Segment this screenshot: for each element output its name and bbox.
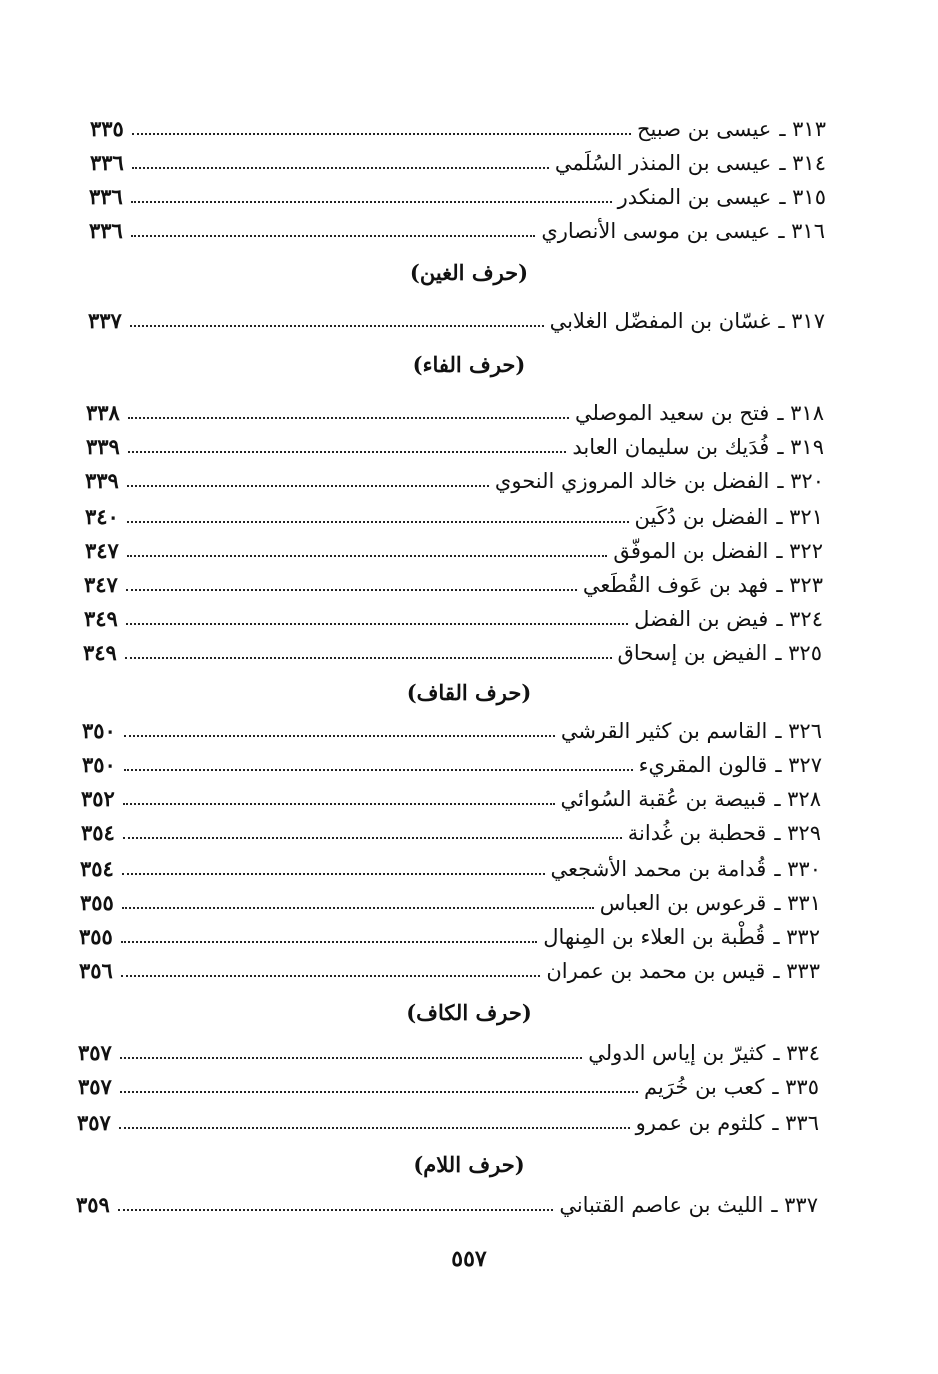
entry-name: غسّان بن المفضّل الغلابي: [549, 309, 771, 333]
entry-page-number: ٣٥٧: [78, 1074, 112, 1099]
page-number: ٥٥٧: [451, 1246, 487, 1272]
entry-number: ٣٢٥ ـ: [775, 641, 822, 665]
index-entry: [82, 712, 822, 746]
index-entry: [85, 532, 823, 566]
index-entry: [85, 498, 823, 532]
leader-dots: [126, 589, 577, 591]
entry-page-number: ٣٥٤: [81, 820, 115, 845]
index-entry: [81, 814, 821, 848]
entry-name: عيسى بن المنذر السُلَمي: [554, 151, 772, 175]
leader-dots: [128, 417, 569, 419]
entry-name: قحطبة بن غُدانة: [627, 821, 767, 845]
entry-page-number: ٣٥٥: [80, 890, 114, 915]
entry-number: ٣٢٢ ـ: [776, 539, 823, 563]
entry-number: ٣٢٨ ـ: [774, 787, 821, 811]
letter-heading: (حرف اللام): [413, 1152, 525, 1177]
entry-page-number: ٣٥٧: [78, 1040, 112, 1065]
entry-page-number: ٣٤٠: [85, 504, 119, 529]
index-entry: [89, 178, 826, 212]
leader-dots: [126, 623, 628, 625]
entry-name: قُطْبة بن العلاء بن المِنهال: [543, 925, 766, 949]
entry-name: قبيصة بن عُقبة السُوائي: [560, 787, 767, 811]
entry-name: عيسى بن موسى الأنصاري: [541, 219, 771, 243]
entry-page-number: ٣٥٩: [76, 1192, 110, 1217]
entry-number: ٣١٦ ـ: [778, 219, 825, 243]
leader-dots: [122, 907, 594, 909]
leader-dots: [119, 1127, 630, 1129]
index-entry: [86, 394, 824, 428]
entry-page-number: ٣٥٦: [79, 958, 113, 983]
entry-page-number: ٣٥٠: [82, 718, 116, 743]
entry-page-number: ٣٣٥: [90, 116, 124, 141]
entry-name: فتح بن سعيد الموصلي: [574, 401, 770, 425]
letter-heading: (حرف الفاء): [412, 352, 526, 377]
entry-name: كلثوم بن عمرو: [635, 1111, 765, 1135]
entry-name: الفضل بن دُكَين: [634, 505, 769, 529]
index-entry: [82, 746, 822, 780]
entry-number: ٣٣٢ ـ: [773, 925, 820, 949]
entry-number: ٣١٤ ـ: [779, 151, 826, 175]
letter-heading: (حرف الكاف): [406, 1000, 532, 1025]
entry-name: عيسى بن صبيح: [636, 117, 772, 141]
entry-name: الفيض بن إسحاق: [617, 641, 768, 665]
entry-name: فهد بن عَوف القُطَعي: [582, 573, 769, 597]
leader-dots: [120, 1091, 638, 1093]
entry-number: ٣١٣ ـ: [779, 117, 826, 141]
entry-name: كثيرّ بن إياس الدولي: [588, 1041, 766, 1065]
entry-page-number: ٣٤٧: [84, 572, 118, 597]
entry-page-number: ٣٤٩: [83, 640, 117, 665]
entry-number: ٣١٧ ـ: [778, 309, 825, 333]
entry-page-number: ٣٣٦: [90, 150, 124, 175]
leader-dots: [127, 521, 629, 523]
leader-dots: [125, 657, 612, 659]
entry-number: ٣٣٣ ـ: [773, 959, 820, 983]
leader-dots: [124, 769, 633, 771]
leader-dots: [121, 975, 540, 977]
index-entry: [88, 302, 825, 336]
index-entry: [90, 144, 826, 178]
leader-dots: [128, 451, 567, 453]
leader-dots: [121, 941, 537, 943]
index-entry: [85, 462, 824, 496]
entry-name: قُدامة بن محمد الأشجعي: [550, 857, 767, 881]
entry-number: ٣٢١ ـ: [776, 505, 823, 529]
entry-page-number: ٣٥٤: [80, 856, 114, 881]
entry-name: عيسى بن المنكدر: [617, 185, 772, 209]
entry-page-number: ٣٥٥: [79, 924, 113, 949]
entry-number: ٣٢٧ ـ: [775, 753, 822, 777]
entry-number: ٣٢٩ ـ: [774, 821, 821, 845]
entry-name: قالون المقريء: [638, 753, 768, 777]
index-entry: [84, 566, 823, 600]
leader-dots: [118, 1209, 553, 1211]
index-entry: [80, 884, 821, 918]
leader-dots: [123, 803, 555, 805]
leader-dots: [124, 735, 555, 737]
entry-page-number: ٣٥٠: [82, 752, 116, 777]
entry-number: ٣٣٦ ـ: [772, 1111, 819, 1135]
entry-name: كعب بن خُرَيم: [644, 1075, 765, 1099]
index-entry: [90, 110, 826, 144]
entry-number: ٣٢٠ ـ: [777, 469, 824, 493]
entry-number: ٣١٨ ـ: [777, 401, 824, 425]
entry-page-number: ٣٤٩: [84, 606, 118, 631]
index-entry: [81, 780, 821, 814]
leader-dots: [130, 325, 544, 327]
entry-name: فيض بن الفضل: [634, 607, 769, 631]
index-entry: [78, 1068, 819, 1102]
entry-name: الفضل بن الموفّق: [613, 539, 769, 563]
entry-number: ٣٣١ ـ: [774, 891, 821, 915]
entry-number: ٣٢٦ ـ: [775, 719, 822, 743]
index-entry: [78, 1034, 820, 1068]
index-entry: [89, 212, 825, 246]
entry-page-number: ٣٣٦: [89, 184, 123, 209]
entry-page-number: ٣٤٧: [85, 538, 119, 563]
entry-number: ٣٣٤ ـ: [773, 1041, 820, 1065]
entry-page-number: ٣٣٩: [86, 434, 120, 459]
leader-dots: [120, 1057, 582, 1059]
index-entry: [84, 600, 823, 634]
letter-heading: (حرف الغين): [409, 260, 529, 285]
leader-dots: [132, 167, 549, 169]
entry-number: ٣١٥ ـ: [779, 185, 826, 209]
entry-number: ٣٣٧ ـ: [771, 1193, 818, 1217]
index-entry: [76, 1186, 818, 1220]
leader-dots: [123, 837, 622, 839]
entry-number: ٣١٩ ـ: [777, 435, 824, 459]
entry-page-number: ٣٥٧: [77, 1110, 111, 1135]
entry-name: فُدَيك بن سليمان العابد: [572, 435, 770, 459]
entry-page-number: ٣٣٨: [86, 400, 120, 425]
leader-dots: [122, 873, 545, 875]
entry-number: ٣٢٣ ـ: [776, 573, 823, 597]
entry-name: الليث بن عاصم القتباني: [559, 1193, 764, 1217]
entry-page-number: ٣٣٧: [88, 308, 122, 333]
index-entry: [79, 918, 820, 952]
entry-number: ٣٣٠ ـ: [774, 857, 821, 881]
entry-page-number: ٣٥٢: [81, 786, 115, 811]
entry-name: القاسم بن كثير القرشي: [560, 719, 768, 743]
leader-dots: [131, 201, 612, 203]
entry-name: قيس بن محمد بن عمران: [546, 959, 766, 983]
entry-number: ٣٢٤ ـ: [776, 607, 823, 631]
letter-heading: (حرف القاف): [406, 680, 532, 705]
entry-name: الفضل بن خالد المروزي النحوي: [494, 469, 770, 493]
index-entry: [80, 850, 821, 884]
leader-dots: [132, 133, 631, 135]
index-entry: [77, 1104, 819, 1138]
entry-page-number: ٣٣٦: [89, 218, 123, 243]
index-entry: [86, 428, 824, 462]
leader-dots: [127, 555, 608, 557]
entry-name: قرعوس بن العباس: [599, 891, 767, 915]
leader-dots: [127, 485, 489, 487]
index-entry: [83, 634, 822, 668]
index-entry: [79, 952, 820, 986]
entry-number: ٣٣٥ ـ: [772, 1075, 819, 1099]
leader-dots: [131, 235, 535, 237]
entry-page-number: ٣٣٩: [85, 468, 119, 493]
